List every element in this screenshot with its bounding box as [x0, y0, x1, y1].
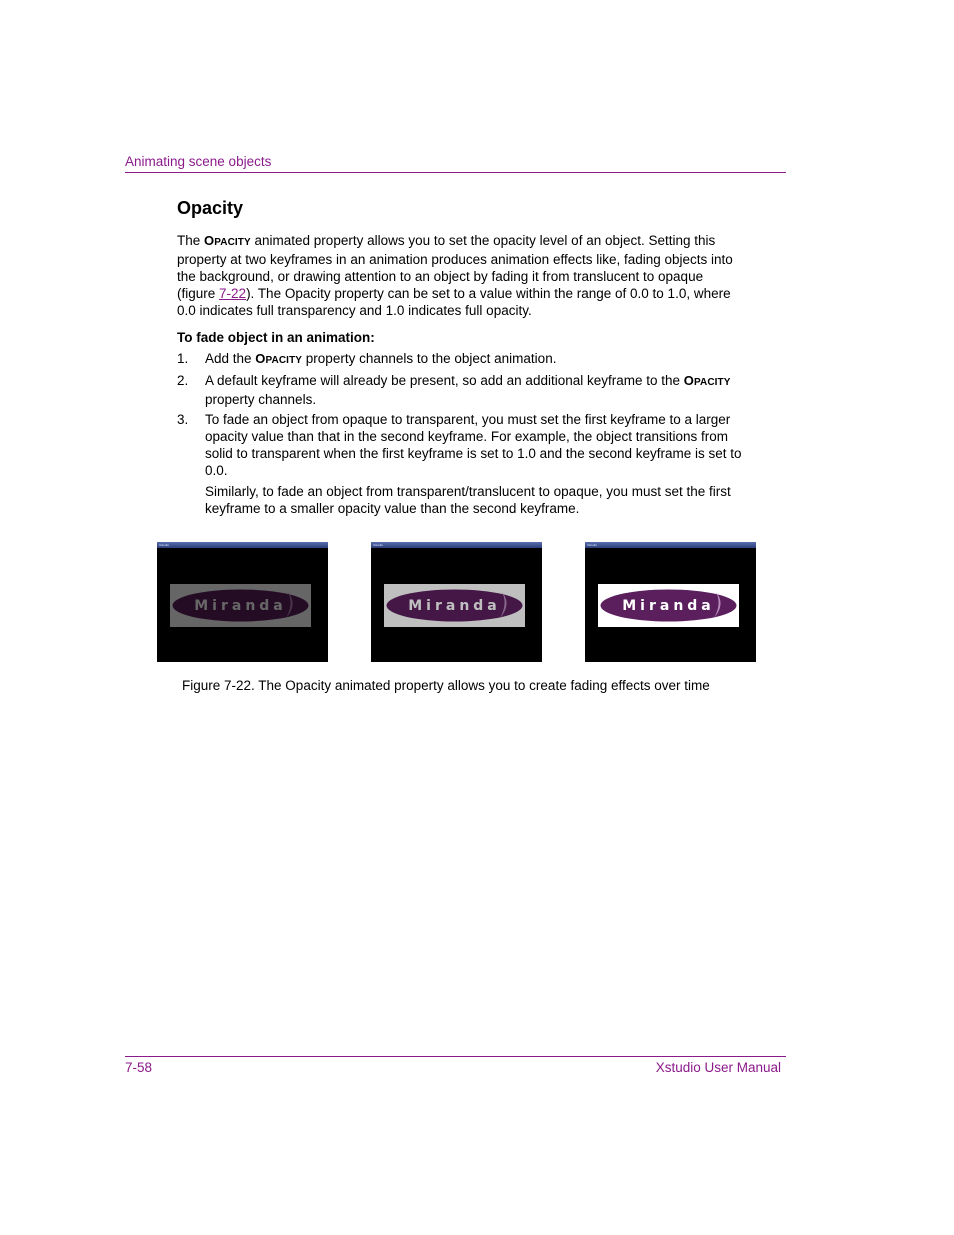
manual-title: Xstudio User Manual: [655, 1060, 781, 1075]
miranda-logo: [598, 584, 739, 627]
logo-text: Miranda: [408, 598, 501, 614]
page-number: 7-58: [125, 1060, 153, 1075]
screenshot-full-opacity: [585, 542, 756, 662]
step-3-note: Similarly, to fade an object from transparent/translucent to opaque, you must set the first keyframe to a smaller opacity value than the second keyframe.: [205, 484, 731, 516]
logo-graphic: [598, 584, 739, 627]
screenshot-mid-opacity: [371, 542, 542, 662]
header-rule: [125, 172, 786, 173]
running-header: Animating scene objects: [125, 154, 272, 169]
step-3-text: To fade an object from opaque to transparent, you must set the first keyframe to a larger opacity value than that in the second keyframe. For example, the object transitions from solid to transparent when the first keyframe is set to 1.0 and the second keyframe is set to 0.0.: [205, 412, 742, 478]
miranda-logo: [384, 584, 525, 627]
step-1: 1. Add the OPACITY property channels to the object animation.: [177, 351, 557, 366]
footer-rule: [125, 1056, 786, 1057]
window-titlebar: Xstudio: [371, 542, 542, 548]
step-3: 3. To fade an object from opaque to transparent, you must set the first keyframe to a larger opacity value than that in the second keyframe. For example, the object transitions from solid to transparent when the first keyframe is set to 1.0 and the second keyframe is set to 0.0. Similarly, to fade an object from transparent/translucent to opaque, you must set the first keyframe to a smaller opacity value than the second keyframe.: [177, 412, 742, 516]
logo-graphic: [170, 584, 311, 627]
intro-paragraph: The OPACITY animated property allows you to set the opacity level of an object. Setting this property at two keyframes in an animation produces animation effects like, fading objects into the background, or drawing attention to an object by fading it from translucent to opaque (figure 7-22). The Opacity property can be set to a value within the range of 0.0 to 1.0, where 0.0 indicates full transparency and 1.0 indicates full opacity.: [177, 233, 733, 318]
logo-text: Miranda: [194, 598, 287, 614]
figure-screenshots: [157, 542, 755, 662]
figure-xref-link[interactable]: 7-22: [219, 286, 247, 301]
logo-graphic: [384, 584, 525, 627]
screenshot-low-opacity: [157, 542, 328, 662]
window-titlebar: Xstudio: [157, 542, 328, 548]
section-title: Opacity: [177, 198, 244, 218]
figure-caption: Figure 7-22. The Opacity animated property allows you to create fading effects over time: [182, 678, 710, 693]
step-2: 2. A default keyframe will already be present, so add an additional keyframe to the OPACITY property channels.: [177, 373, 731, 407]
procedure-steps: [177, 350, 742, 520]
logo-text: Miranda: [622, 598, 715, 614]
window-titlebar: Xstudio: [585, 542, 756, 548]
miranda-logo: [170, 584, 311, 627]
procedure-heading: To fade object in an animation:: [177, 330, 375, 345]
opacity-property-name: OPACITY: [204, 233, 251, 248]
